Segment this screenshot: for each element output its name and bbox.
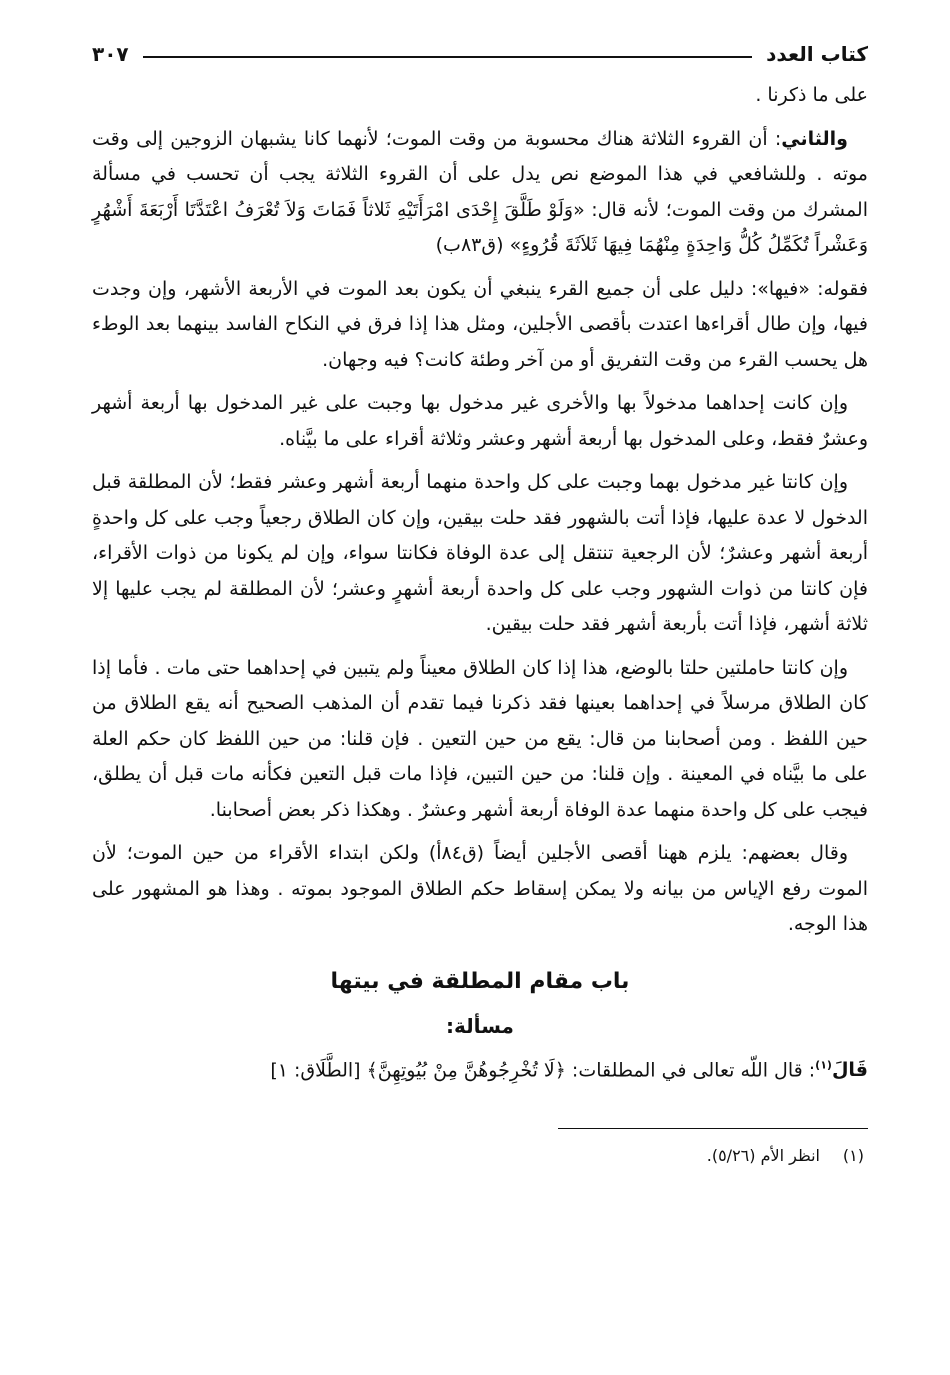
paragraph	[92, 272, 868, 379]
final-line-lead	[815, 1059, 868, 1081]
page-number: ٣٠٧	[92, 42, 129, 66]
header-rule	[143, 56, 753, 58]
paragraph-text: : أن القروء الثلاثة هناك محسوبة من وقت الموت؛ لأنهما كانا يشبهان الزوجين إلى وقت موته . وللشافعي في هذا الموضع نص يدل على أن القروء الثلاثة يجب أن تحسب في مسألة المشرك من وقت الموت؛ لأنه قال: «وَلَوْ طَلَّقَ إِحْدَى امْرَأَتَيْهِ ثَلاثاً فَمَاتَ وَلاَ تُعْرَفُ اعْتَدَّتَا أَرْبَعَةَ أَشْهُرٍ وَعَشْراً تُكَمِّلُ كُلُّ وَاحِدَةٍ مِنْهُمَا فِيهَا ثَلاَثَةَ قُرُوءٍ» (ق٨٣ب)	[92, 127, 868, 256]
footnote-marker: (١)	[815, 1058, 832, 1072]
paragraph-text: وإن كانتا حاملتين حلتا بالوضع، هذا إذا كان الطلاق معيناً ولم يتبين في إحداهما حتى مات . فأما إذا كان الطلاق مرسلاً في إحداهما بعينها فقد ذكرنا فيما تقدم أن المذهب الصحيح أنه يقع الطلاق من حين اللفظ . ومن أصحابنا من قال: يقع من حين التعين . فإن قلنا: من حين اللفظ كان حكم العلة على ما بيَّناه في المعينة . وإن قلنا: من حين التبين، فإذا مات قبل التعين فكأنه مات قبل أن يطلق، فيجب على كل واحدة منهما عدة الوفاة أربعة أشهر وعشرٌ . وهكذا ذكر بعض أصحابنا.	[92, 656, 868, 821]
paragraph-text: وإن كانتا غير مدخول بهما وجبت على كل واحدة منهما أربعة أشهر وعشر فقط؛ لأن المطلقة قبل الدخول لا عدة عليها، فإذا أتت بالشهور فقد حلت بيقين، وإن كان الطلاق رجعياً وجب على كل واحدةٍ أربعة أشهر وعشرٌ؛ لأن الرجعية تنتقل إلى عدة الوفاة فكانتا سواء، وإن لم يكونا من ذوات الأقراء، فإن كانتا من ذوات الشهور وجب على كل واحدة أربعة أشهرٍ وعشر؛ لأن المطلقة لم يجب عليها إلا ثلاثة أشهر، فإذا أتت بأربعة أشهر فقد حلت بيقين.	[92, 471, 868, 635]
paragraph-text: فقوله: «فيها»: دليل على أن جميع القرء ينبغي أن يكون بعد الموت في الأربعة الأشهر، وإن وجدت فيها، وإن طال أقراءها اعتدت بأقصى الأجلين، ومثل هذا إذا فرق في النكاح الفاسد بينهما بعد الوطء هل يحسب القرء من وقت التفريق أو من آخر وطئة كانت؟ فيه وجهان.	[92, 277, 868, 371]
paragraph-text: وإن كانت إحداهما مدخولاً بها والأخرى غير مدخول بها وجبت على غير المدخول بها أربعة أشهر وعشرٌ فقط، وعلى المدخول بها أربعة أشهر وعشر وثلاثة أقراء على ما بيَّناه.	[92, 392, 868, 450]
final-line-lead-word: قَالَ	[831, 1058, 868, 1081]
paragraph	[92, 651, 868, 829]
running-header	[92, 34, 868, 74]
paragraph	[92, 836, 868, 943]
final-line	[92, 1048, 868, 1088]
footnote-block	[558, 1088, 868, 1167]
paragraph-lead: والثاني	[781, 127, 848, 150]
paragraph-text: على ما ذكرنا .	[755, 84, 868, 106]
paragraph	[92, 122, 868, 264]
header-title: كتاب العدد	[766, 42, 868, 66]
paragraph-text: وقال بعضهم: يلزم ههنا أقصى الأجلين أيضاً (ق٨٤أ) ولكن ابتداء الأقراء من حين الموت؛ لأن الموت رفع الإياس من بيانه ولا يمكن إسقاط حكم الطلاق الموجود بموته . وهذا هو المشهور على هذا الوجه.	[92, 842, 868, 935]
footnote-number: (١)	[842, 1145, 864, 1165]
paragraph	[92, 465, 868, 643]
paragraph	[92, 78, 868, 114]
footnote-text: انظر الأم (٥/٢٦).	[706, 1145, 820, 1165]
final-line-text: : قال اللّه تعالى في المطلقات: ﴿لَا تُخْرِجُوهُنَّ مِنْ بُيُوتِهِنَّ﴾ [الطَّلَاق: ١]	[270, 1058, 816, 1081]
body-text	[92, 78, 868, 943]
chapter-title: باب مقام المطلقة في بيتها	[330, 968, 630, 994]
issue-title: مسألة:	[446, 1013, 514, 1038]
paragraph	[92, 386, 868, 457]
footnote-area	[92, 1088, 868, 1167]
footnote-rule	[558, 1128, 868, 1129]
footnote	[558, 1145, 868, 1167]
